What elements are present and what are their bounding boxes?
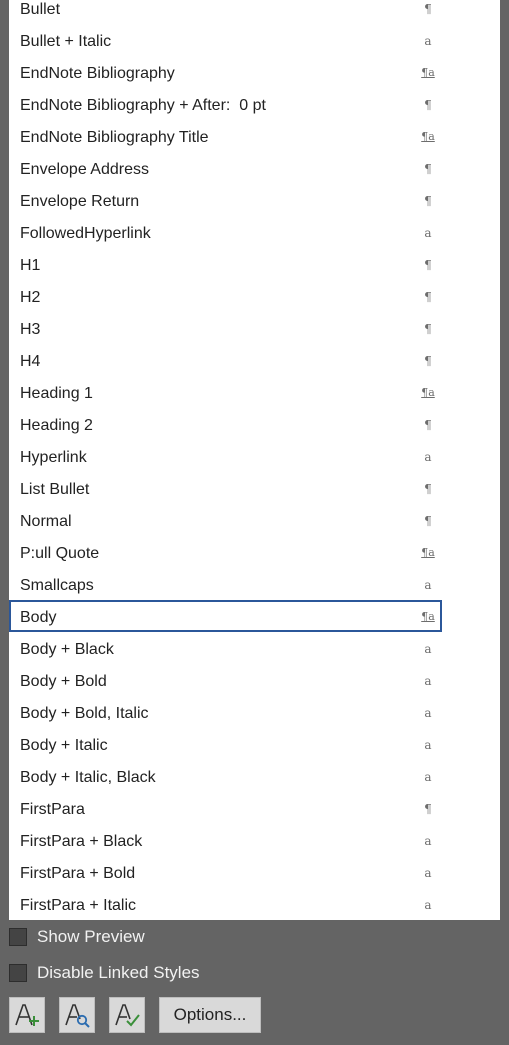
style-list-item[interactable]: [9, 184, 442, 216]
style-list-item[interactable]: [9, 440, 442, 472]
character-style-icon: a: [424, 834, 432, 848]
style-list-item[interactable]: [9, 248, 442, 280]
style-list-item[interactable]: [9, 632, 442, 664]
style-list-item[interactable]: [9, 408, 442, 440]
style-list-item[interactable]: [9, 88, 442, 120]
disable-linked-styles-option[interactable]: [9, 962, 200, 984]
style-list-item[interactable]: [9, 152, 442, 184]
character-style-icon: a: [424, 674, 432, 688]
linked-style-icon: ¶a: [421, 66, 435, 79]
style-name: FirstPara: [20, 801, 85, 818]
paragraph-style-icon: ¶: [424, 258, 432, 272]
manage-styles-icon: [113, 1001, 141, 1029]
style-name: H1: [20, 257, 41, 274]
style-list-item[interactable]: [9, 312, 442, 344]
style-name: Body + Black: [20, 641, 114, 658]
style-name: Bullet: [20, 1, 61, 18]
style-name: List Bullet: [20, 481, 90, 498]
style-list-item[interactable]: [9, 536, 442, 568]
character-style-icon: a: [424, 34, 432, 48]
character-style-icon: a: [424, 642, 432, 656]
character-style-icon: a: [424, 866, 432, 880]
linked-style-icon: ¶a: [421, 130, 435, 143]
style-list-item[interactable]: [9, 216, 442, 248]
show-preview-checkbox[interactable]: [9, 928, 27, 946]
character-style-icon: a: [424, 226, 432, 240]
style-list-item[interactable]: [9, 24, 442, 56]
style-name: Heading 2: [20, 417, 93, 434]
style-list-item[interactable]: [9, 568, 442, 600]
style-inspector-icon: [63, 1001, 91, 1029]
style-name: FollowedHyperlink: [20, 225, 151, 242]
style-name: Body + Bold: [20, 673, 107, 690]
style-list-item[interactable]: [9, 344, 442, 376]
paragraph-style-icon: ¶: [424, 162, 432, 176]
style-name: FirstPara + Black: [20, 833, 143, 850]
styles-list-rows: [9, 0, 500, 920]
style-name: Heading 1: [20, 385, 93, 402]
style-list-item[interactable]: [9, 728, 442, 760]
style-name: EndNote Bibliography + After: 0 pt: [20, 97, 266, 114]
paragraph-style-icon: ¶: [424, 98, 432, 112]
paragraph-style-icon: ¶: [424, 514, 432, 528]
style-list-item[interactable]: [9, 376, 442, 408]
style-list-item[interactable]: [9, 792, 442, 824]
paragraph-style-icon: ¶: [424, 290, 432, 304]
style-list-item[interactable]: [9, 856, 442, 888]
character-style-icon: a: [424, 770, 432, 784]
character-style-icon: a: [424, 898, 432, 912]
character-style-icon: a: [424, 578, 432, 592]
style-list-item[interactable]: [9, 760, 442, 792]
style-name: Body + Bold, Italic: [20, 705, 149, 722]
style-list-item[interactable]: [9, 120, 442, 152]
style-name: Normal: [20, 513, 72, 530]
new-style-button[interactable]: [9, 997, 45, 1033]
manage-styles-button[interactable]: [109, 997, 145, 1033]
options-button-label: Options...: [173, 1005, 247, 1024]
character-style-icon: a: [424, 706, 432, 720]
style-name: P:ull Quote: [20, 545, 100, 562]
style-name: FirstPara + Bold: [20, 865, 136, 882]
paragraph-style-icon: ¶: [424, 802, 432, 816]
style-name: EndNote Bibliography: [20, 65, 175, 82]
style-list-item[interactable]: [9, 600, 442, 632]
paragraph-style-icon: ¶: [424, 2, 432, 16]
character-style-icon: a: [424, 450, 432, 464]
style-list-item[interactable]: [9, 0, 442, 24]
style-name: Hyperlink: [20, 449, 87, 466]
styles-list[interactable]: [9, 0, 500, 920]
style-name: EndNote Bibliography Title: [20, 129, 209, 146]
disable-linked-styles-checkbox[interactable]: [9, 964, 27, 982]
style-name: Body + Italic: [20, 737, 108, 754]
disable-linked-styles-label: Disable Linked Styles: [37, 963, 200, 982]
options-button[interactable]: [159, 997, 261, 1033]
linked-style-icon: ¶a: [421, 386, 435, 399]
style-list-item[interactable]: [9, 280, 442, 312]
style-list-item[interactable]: [9, 664, 442, 696]
style-name: Smallcaps: [20, 577, 94, 594]
style-list-item[interactable]: [9, 56, 442, 88]
style-list-item[interactable]: [9, 472, 442, 504]
style-name: H3: [20, 321, 41, 338]
style-name: Body + Italic, Black: [20, 769, 156, 786]
style-name: FirstPara + Italic: [20, 897, 137, 914]
style-list-item[interactable]: [9, 824, 442, 856]
style-name: H2: [20, 289, 41, 306]
new-style-icon: [13, 1001, 41, 1029]
style-name: Envelope Return: [20, 193, 140, 210]
style-list-item[interactable]: [9, 696, 442, 728]
style-inspector-button[interactable]: [59, 997, 95, 1033]
style-name: H4: [20, 353, 41, 370]
style-list-item[interactable]: [9, 504, 442, 536]
paragraph-style-icon: ¶: [424, 194, 432, 208]
show-preview-option[interactable]: [9, 926, 145, 948]
paragraph-style-icon: ¶: [424, 322, 432, 336]
style-list-item[interactable]: [9, 888, 442, 920]
show-preview-label: Show Preview: [37, 927, 145, 946]
paragraph-style-icon: ¶: [424, 482, 432, 496]
style-name: Body: [20, 609, 57, 626]
paragraph-style-icon: ¶: [424, 354, 432, 368]
linked-style-icon: ¶a: [421, 546, 435, 559]
style-name: Envelope Address: [20, 161, 149, 178]
style-name: Bullet + Italic: [20, 33, 112, 50]
paragraph-style-icon: ¶: [424, 418, 432, 432]
linked-style-icon: ¶a: [421, 610, 435, 623]
character-style-icon: a: [424, 738, 432, 752]
